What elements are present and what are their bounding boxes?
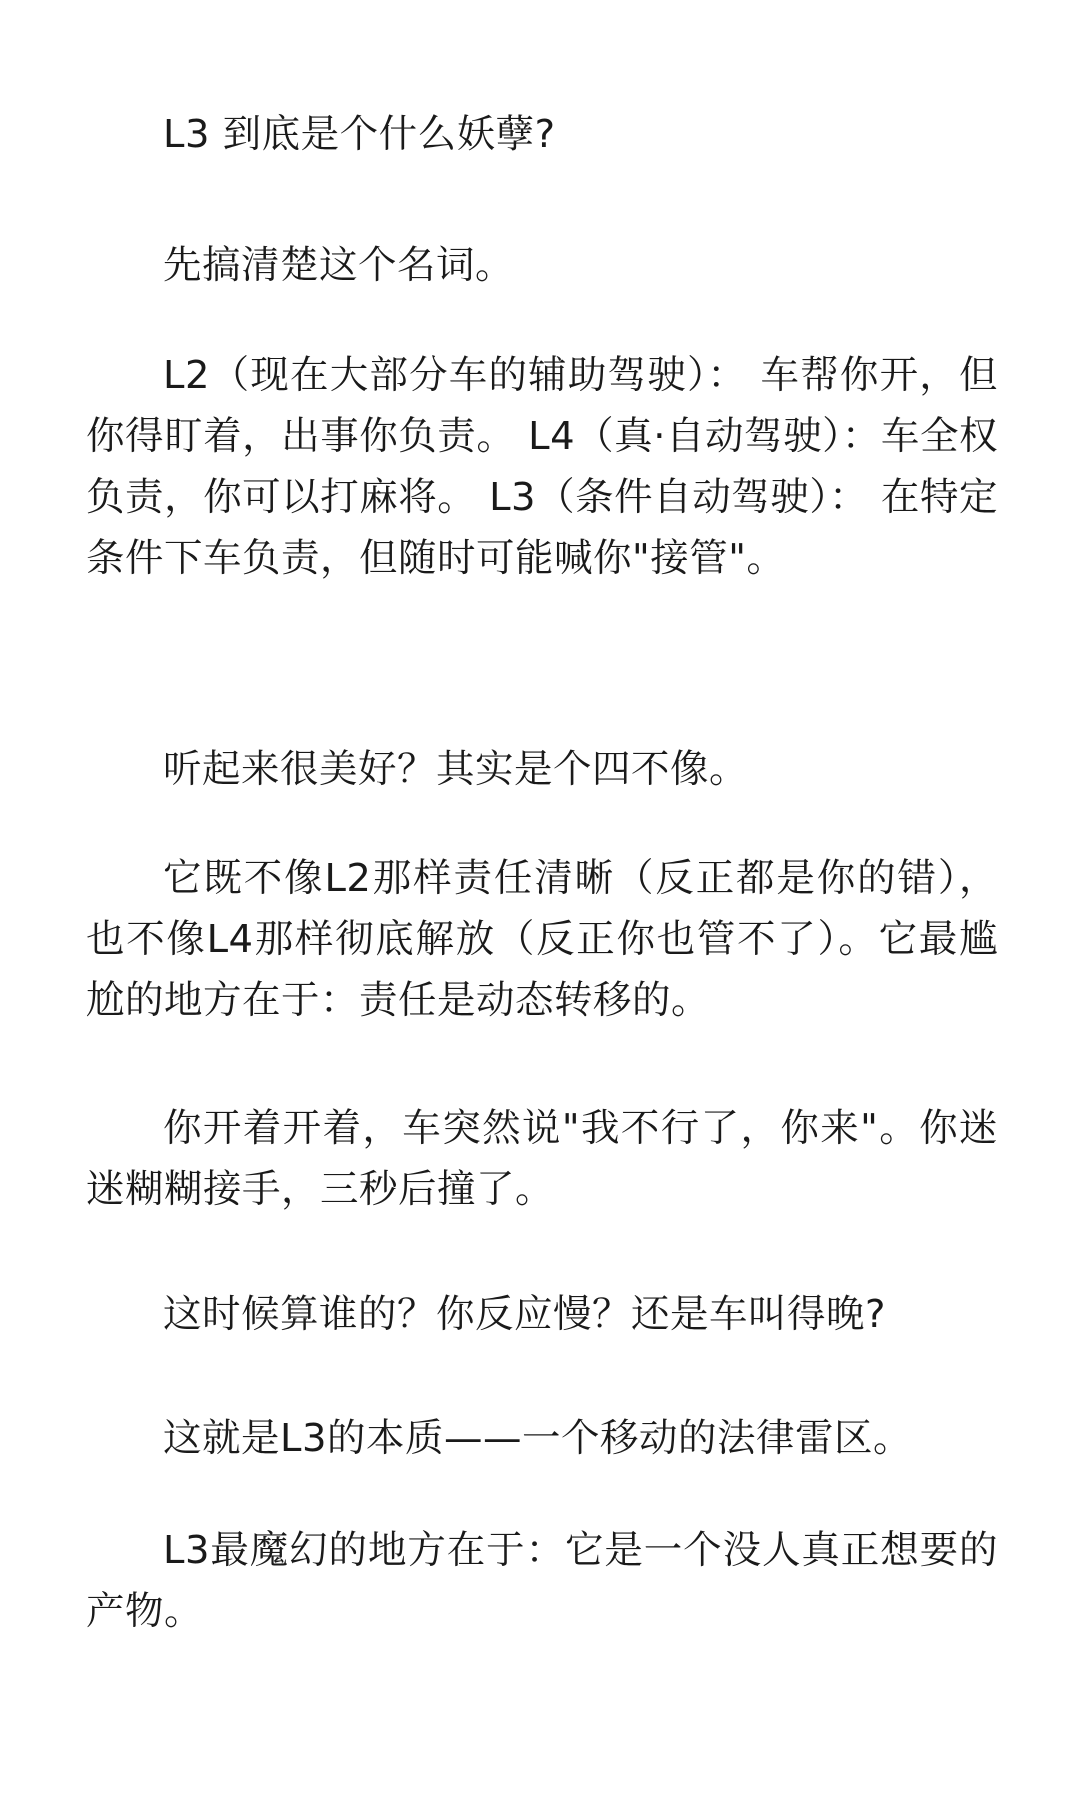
paragraph-5: 它既不像L2那样责任清晰（反正都是你的错），也不像L4那样彻底解放（反正你也管不了）。它最尴尬的地方在于：责任是动态转移的。 <box>86 856 998 1023</box>
paragraph-1: L3 到底是个什么妖孽? <box>163 112 556 157</box>
paragraph-8: 这就是L3的本质——一个移动的法律雷区。 <box>163 1416 912 1461</box>
paragraph-6: 你开着开着，车突然说"我不行了，你来"。你迷迷糊糊接手，三秒后撞了。 <box>86 1106 998 1212</box>
paragraph-9: L3最魔幻的地方在于：它是一个没人真正想要的产物。 <box>86 1528 998 1634</box>
paragraph-2: 先搞清楚这个名词。 <box>163 243 515 288</box>
paragraph-7: 这时候算谁的？你反应慢？还是车叫得晚? <box>163 1292 886 1337</box>
paragraph-4: 听起来很美好？其实是个四不像。 <box>163 747 749 792</box>
paragraph-3: L2（现在大部分车的辅助驾驶）： 车帮你开，但你得盯着，出事你负责。 L4（真·自动驾驶）：车全权负责，你可以打麻将。 L3（条件自动驾驶）： 在特定条件下车负责，但随时可能喊你"接管"。 <box>86 353 998 581</box>
